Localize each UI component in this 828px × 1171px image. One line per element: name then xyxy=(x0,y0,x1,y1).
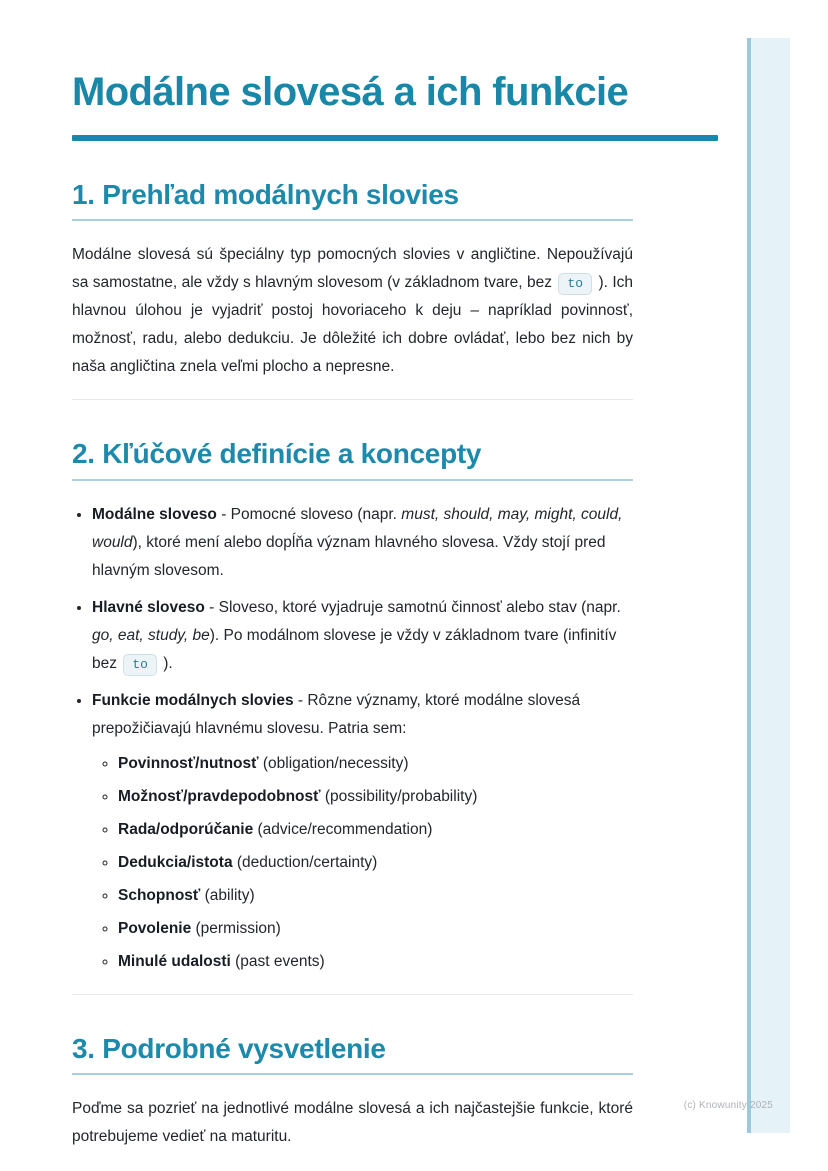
sublist-item-permission xyxy=(118,915,633,943)
section-3-heading-rule xyxy=(72,1073,633,1075)
text-segment: (ability) xyxy=(200,886,255,904)
text-segment: - Pomocné sloveso (napr. xyxy=(216,505,402,523)
text-segment: - Rôzne významy, ktoré modálne slovesá prepožičiavajú hlavnému slovesu. Patria sem: xyxy=(92,691,581,737)
section-definitions xyxy=(72,438,718,975)
section-1-heading-rule xyxy=(72,219,633,221)
definitions-list xyxy=(72,501,633,976)
title-rule xyxy=(72,135,718,141)
text-segment: (permission) xyxy=(191,919,281,937)
text-segment: (past events) xyxy=(230,952,325,970)
text-segment: ). Ich hlavnou úlohou je vyjadriť postoj hovoriaceho k deju – napríklad povinnosť, možnosť, radu, alebo dedukciu. Je dôležité ich dobre ovládať, lebo bez nich by naša angličtina znela veľmi plocho a nepresne. xyxy=(72,274,633,376)
section-1-heading: 1. Prehľad modálnych slovies xyxy=(72,178,459,210)
section-divider xyxy=(72,994,633,995)
section-2-heading: 2. Kľúčové definície a koncepty xyxy=(72,438,482,470)
section-explanation xyxy=(72,1033,718,1151)
bold-text: Povinnosť/nutnosť xyxy=(118,754,259,772)
section-3-heading: 3. Podrobné vysvetlenie xyxy=(72,1032,386,1064)
bold-text: Funkcie modálnych slovies xyxy=(92,691,294,709)
list-item-text xyxy=(92,599,621,672)
bold-text: Rada/odporúčanie xyxy=(118,820,254,838)
text-segment: (deduction/certainty) xyxy=(232,853,378,871)
italic-text: go, eat, study, be xyxy=(92,626,210,644)
bold-text: Možnosť/pravdepodobnosť xyxy=(118,787,321,805)
list-item-text xyxy=(92,506,622,579)
code-text: to xyxy=(123,654,157,676)
bold-text: Minulé udalosti xyxy=(118,952,231,970)
bold-text: Schopnosť xyxy=(118,886,201,904)
text-segment: ). xyxy=(158,654,173,672)
sublist-item-past-events xyxy=(118,948,633,976)
text-segment: (possibility/probability) xyxy=(320,787,478,805)
right-margin-strip xyxy=(747,38,790,1133)
functions-sublist xyxy=(92,750,633,976)
sublist-item-ability xyxy=(118,882,633,910)
bold-text: Hlavné sloveso xyxy=(92,598,205,616)
text-segment: Modálne slovesá sú špeciálny typ pomocných slovies v angličtine. Nepoužívajú sa samostatne, ale vždy s hlavným slovesom (v základnom tvare, bez xyxy=(72,246,633,292)
bold-text: Modálne sloveso xyxy=(92,505,217,523)
text-segment: ), ktoré mení alebo dopĺňa význam hlavného slovesa. Vždy stojí pred hlavným slovesom. xyxy=(92,533,606,579)
text-segment: ). Po modálnom slovese je vždy v základnom tvare (infinitív bez xyxy=(92,626,617,672)
sublist-item-advice xyxy=(118,816,633,844)
italic-text: must, should, may, might, could, would xyxy=(92,505,623,551)
text-segment: - Sloveso, ktoré vyjadruje samotnú činnosť alebo stav (napr. xyxy=(204,598,621,616)
section-3-paragraph xyxy=(72,1095,633,1151)
list-item-modal-verb xyxy=(92,501,633,585)
list-item-functions xyxy=(92,687,633,976)
section-2-heading-rule xyxy=(72,479,633,481)
code-text: to xyxy=(558,273,592,295)
watermark: (c) Knowunity 2025 xyxy=(683,1100,773,1111)
text-segment: Poďme sa pozrieť na jednotlivé modálne slovesá a ich najčastejšie funkcie, ktoré potrebujeme vedieť na maturitu. xyxy=(72,1099,633,1145)
text-segment: (obligation/necessity) xyxy=(258,754,409,772)
sublist-item-possibility xyxy=(118,783,633,811)
section-1-paragraph xyxy=(72,241,633,381)
list-item-main-verb xyxy=(92,594,633,678)
page-title: Modálne slovesá a ich funkcie xyxy=(72,70,629,114)
list-item-text xyxy=(92,692,580,737)
bold-text: Povolenie xyxy=(118,919,192,937)
section-divider xyxy=(72,399,633,400)
section-overview xyxy=(72,179,718,381)
sublist-item-deduction xyxy=(118,849,633,877)
bold-text: Dedukcia/istota xyxy=(118,853,233,871)
text-segment: (advice/recommendation) xyxy=(253,820,433,838)
sublist-item-obligation xyxy=(118,750,633,778)
